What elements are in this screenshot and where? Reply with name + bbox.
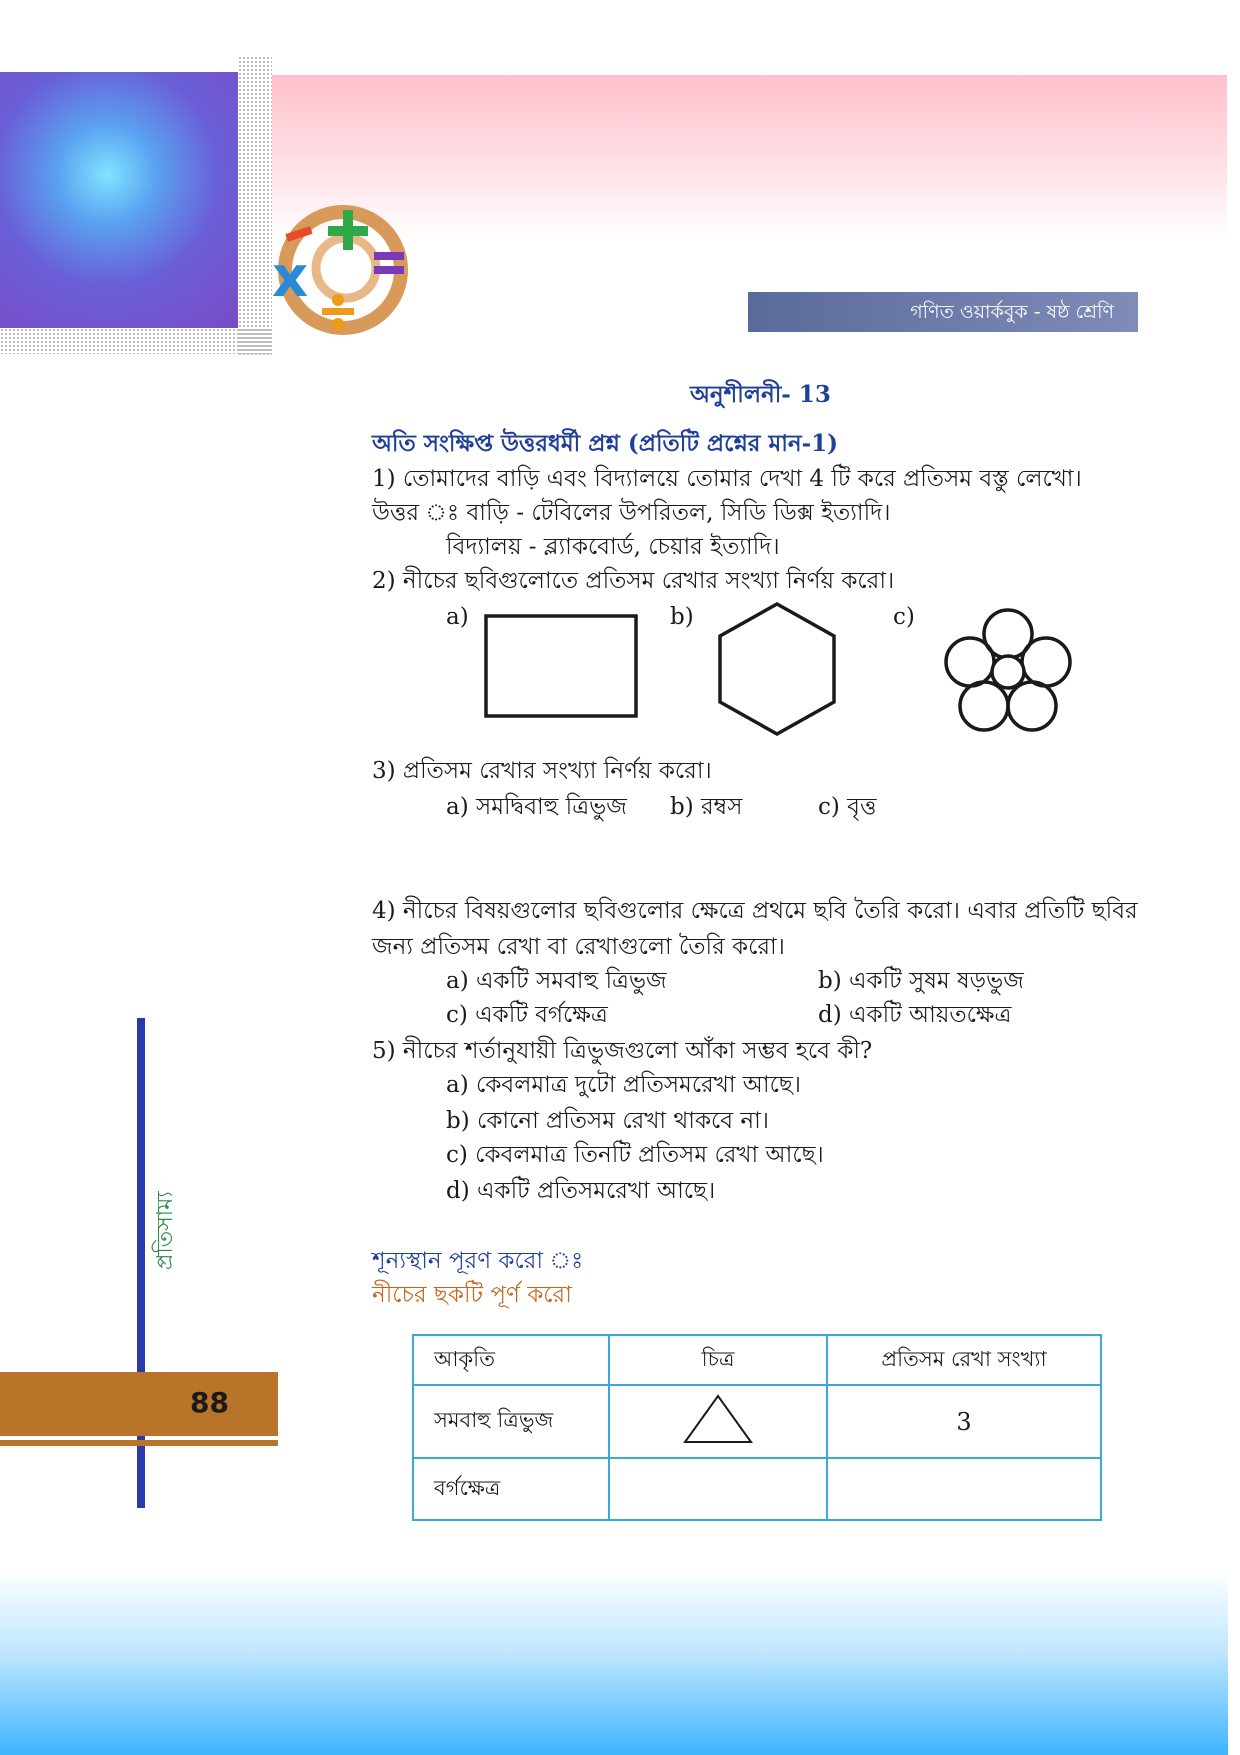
table-header-lines: প্রতিসম রেখা সংখ্যা: [827, 1335, 1101, 1385]
header-dot-pattern: [238, 56, 272, 356]
fill-blanks-subheading: নীচের ছকটি পূর্ণ করো: [372, 1282, 572, 1308]
q5-option-c: c) কেবলমাত্র তিনটি প্রতিসম রেখা আছে।: [446, 1142, 824, 1168]
triangle-figure: [682, 1392, 754, 1446]
question-1-answer: উত্তর ঃ বাড়ি - টেবিলের উপরিতল, সিডি ডিক্স ইত্যাদি।: [372, 500, 891, 526]
q5-option-b: b) কোনো প্রতিসম রেখা থাকবে না।: [446, 1108, 770, 1134]
hexagon-figure: [712, 598, 842, 740]
table-cell-figure: [609, 1458, 827, 1520]
q2-label-b: b): [670, 604, 694, 630]
question-2: 2) নীচের ছবিগুলোতে প্রতিসম রেখার সংখ্যা নির্ণয় করো।: [372, 568, 895, 594]
q4-option-d: d) একটি আয়তক্ষেত্র: [818, 1002, 1012, 1028]
rectangle-figure: [480, 610, 645, 725]
q4-option-c: c) একটি বর্গক্ষেত্র: [446, 1002, 608, 1028]
q3-option-c: c) বৃত্ত: [818, 794, 877, 820]
table-header-row: [413, 1335, 1101, 1385]
section-heading: অতি সংক্ষিপ্ত উত্তরধর্মী প্রশ্ন (প্রতিটি প্রশ্নের মান-1): [372, 430, 839, 457]
question-3: 3) প্রতিসম রেখার সংখ্যা নির্ণয় করো।: [372, 758, 712, 784]
page-number: 88: [190, 1386, 229, 1419]
header-dot-pattern-bottom: [0, 328, 272, 354]
question-1: 1) তোমাদের বাড়ি এবং বিদ্যালয়ে তোমার দেখা 4 টি করে প্রতিসম বস্তু লেখো।: [372, 466, 1082, 492]
flower-figure: [940, 604, 1076, 736]
svg-text:x: x: [272, 245, 309, 310]
q3-option-a: a) সমদ্বিবাহু ত্রিভুজ: [446, 794, 627, 820]
table-row: [413, 1458, 1101, 1520]
header-gradient-square: [0, 72, 238, 328]
footer-blue-band: [0, 1570, 1228, 1755]
q4-option-a: a) একটি সমবাহু ত্রিভুজ: [446, 968, 667, 994]
chapter-name: প্রতিসাম্য: [153, 1191, 178, 1270]
table-cell-shape: বর্গক্ষেত্র: [413, 1458, 609, 1520]
symmetry-table: [412, 1334, 1102, 1521]
question-1-answer-school: বিদ্যালয় - ব্ল্যাকবোর্ড, চেয়ার ইত্যাদি।: [446, 534, 780, 560]
table-row: [413, 1385, 1101, 1458]
question-5: 5) নীচের শর্তানুযায়ী ত্রিভুজগুলো আঁকা সম্ভব হবে কী?: [372, 1038, 873, 1064]
page-number-bar: [0, 1372, 278, 1436]
table-cell-figure: [609, 1385, 827, 1458]
table-cell-count: 3: [827, 1385, 1101, 1458]
table-cell-count: [827, 1458, 1101, 1520]
q2-label-c: c): [893, 604, 915, 630]
fill-blanks-heading: শূন্যস্থান পূরণ করো ঃ: [372, 1248, 584, 1274]
exercise-title: অনুশীলনী- 13: [690, 381, 831, 408]
question-4-line2: জন্য প্রতিসম রেখা বা রেখাগুলো তৈরি করো।: [372, 934, 785, 960]
page-number-bar-underline: [0, 1440, 278, 1446]
book-title-banner: গণিত ওয়ার্কবুক - ষষ্ঠ শ্রেণি: [748, 292, 1138, 332]
q5-option-d: d) একটি প্রতিসমরেখা আছে।: [446, 1178, 716, 1204]
math-symbols-logo-icon: [268, 200, 418, 340]
q5-option-a: a) কেবলমাত্র দুটো প্রতিসমরেখা আছে।: [446, 1072, 802, 1098]
q2-label-a: a): [446, 604, 469, 630]
table-cell-shape: সমবাহু ত্রিভুজ: [413, 1385, 609, 1458]
question-4-line1: 4) নীচের বিষয়গুলোর ছবিগুলোর ক্ষেত্রে প্রথমে ছবি তৈরি করো। এবার প্রতিটি ছবির: [372, 898, 1138, 924]
q3-option-b: b) রম্বস: [670, 794, 743, 820]
q4-option-b: b) একটি সুষম ষড়ভুজ: [818, 968, 1024, 994]
table-header-figure: চিত্র: [609, 1335, 827, 1385]
table-header-shape: আকৃতি: [413, 1335, 609, 1385]
